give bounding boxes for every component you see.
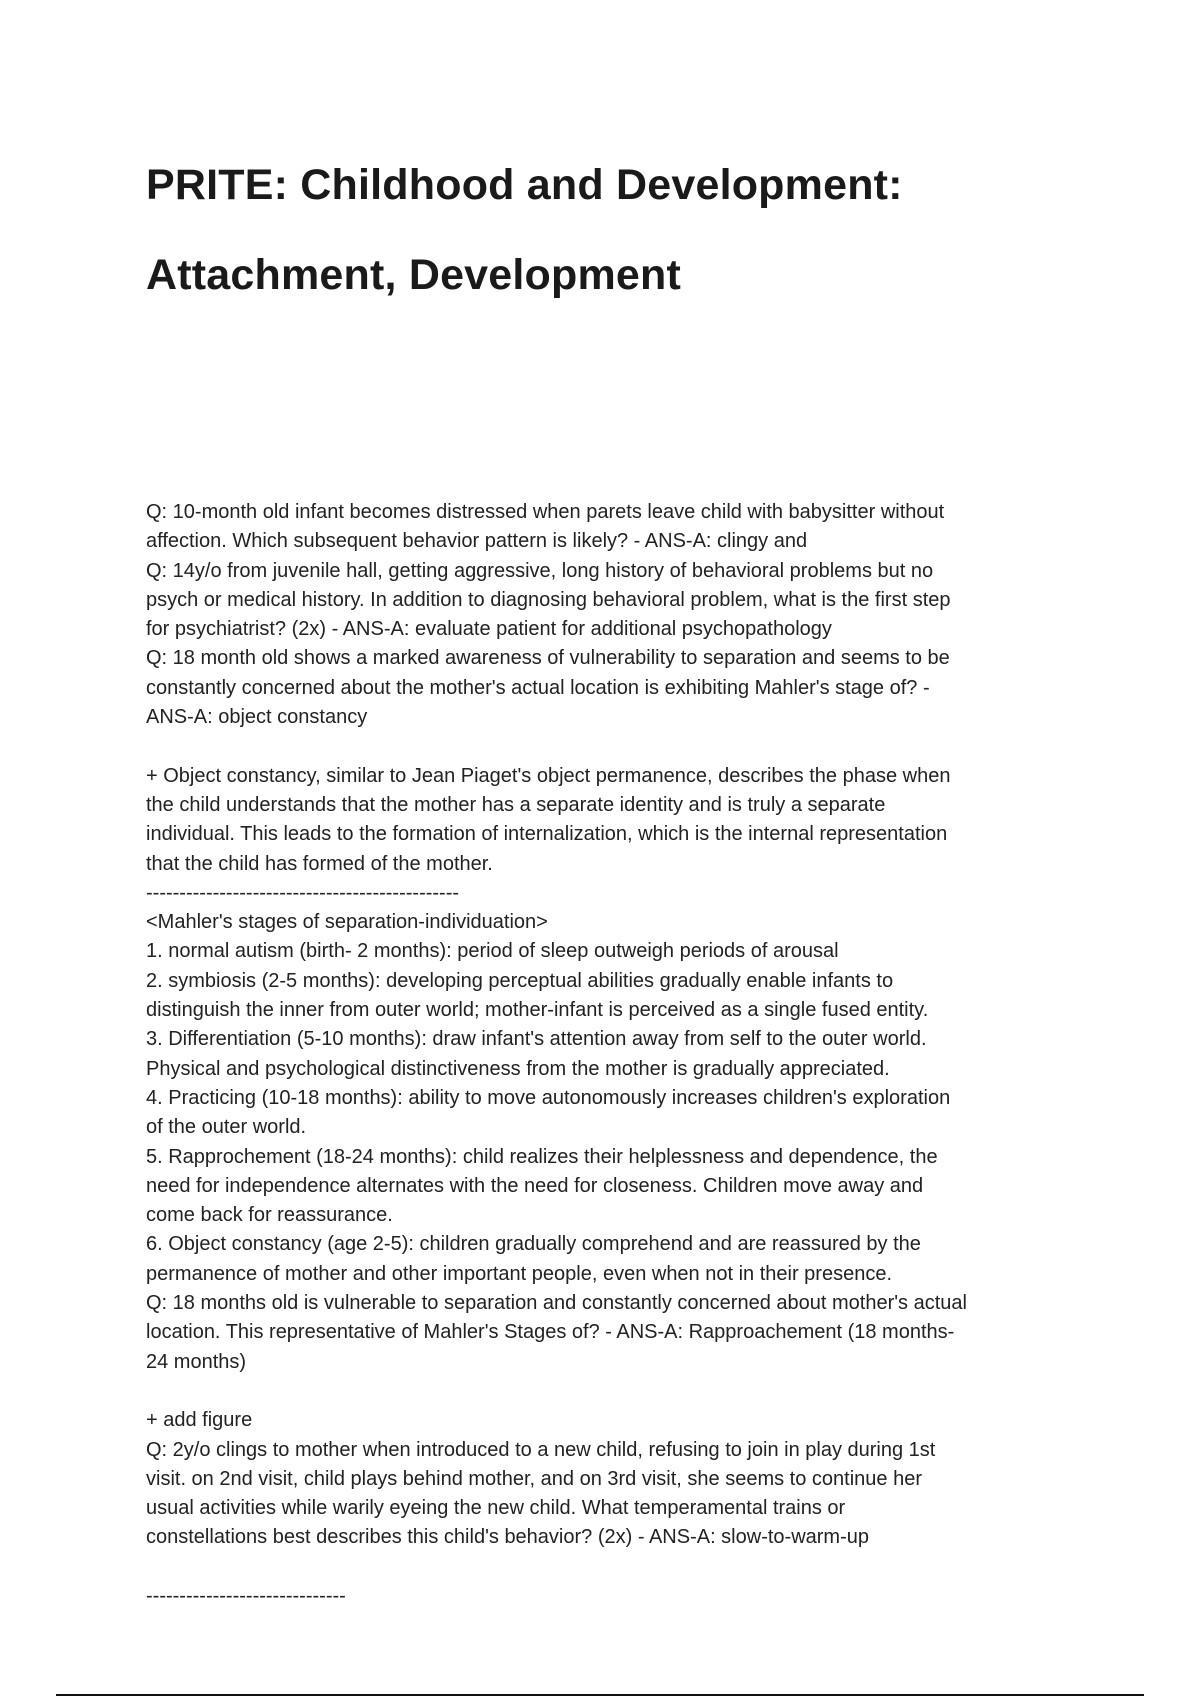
text-line: ------------------------------	[146, 1584, 346, 1607]
text-line: Q: 18 month old shows a marked awareness of vulnerability to separation and seems to be	[146, 647, 950, 670]
text-line: constantly concerned about the mother's actual location is exhibiting Mahler's stage of? -	[146, 676, 930, 699]
text-line: permanence of mother and other important people, even when not in their presence.	[146, 1262, 893, 1285]
blank-line	[146, 1553, 1066, 1582]
text-line: <Mahler's stages of separation-individuation>	[146, 911, 548, 934]
text-line: come back for reassurance.	[146, 1204, 393, 1227]
text-line: Q: 2y/o clings to mother when introduced to a new child, refusing to join in play during 1st	[146, 1438, 936, 1461]
text-line: Q: 14y/o from juvenile hall, getting aggressive, long history of behavioral problems but no	[146, 559, 934, 582]
text-line: + Object constancy, similar to Jean Piaget's object permanence, describes the phase when	[146, 764, 951, 787]
text-line: usual activities while warily eyeing the new child. What temperamental trains or	[146, 1497, 846, 1520]
text-line: constellations best describes this child's behavior? (2x) - ANS-A: slow-to-warm-up	[146, 1526, 869, 1549]
text-line: 3. Differentiation (5-10 months): draw infant's attention away from self to the outer world.	[146, 1028, 927, 1051]
text-line: that the child has formed of the mother.	[146, 852, 493, 875]
text-line: Physical and psychological distinctiveness from the mother is gradually appreciated.	[146, 1057, 890, 1080]
text-line: psych or medical history. In addition to diagnosing behavioral problem, what is the first step	[146, 588, 951, 611]
text-line: need for independence alternates with the need for closeness. Children move away and	[146, 1174, 924, 1197]
text-line: 4. Practicing (10-18 months): ability to move autonomously increases children's exploration	[146, 1086, 951, 1109]
text-line: 6. Object constancy (age 2-5): children gradually comprehend and are reassured by the	[146, 1233, 921, 1256]
footer-divider	[56, 1694, 1144, 1696]
title-line-1: PRITE: Childhood and Development:	[146, 161, 903, 209]
text-line: + add figure	[146, 1409, 253, 1432]
text-line: affection. Which subsequent behavior pattern is likely? - ANS-A: clingy and	[146, 530, 808, 553]
text-line: distinguish the inner from outer world; mother-infant is perceived as a single fused entity.	[146, 999, 929, 1022]
text-line: the child understands that the mother has a separate identity and is truly a separate	[146, 793, 886, 816]
document-body	[146, 498, 1066, 1611]
text-line: ANS-A: object constancy	[146, 706, 368, 729]
text-line: individual. This leads to the formation of internalization, which is the internal representation	[146, 823, 948, 846]
text-line: -----------------------------------------------	[146, 881, 460, 904]
document-page	[146, 140, 1066, 1611]
text-line: 1. normal autism (birth- 2 months): period of sleep outweigh periods of arousal	[146, 940, 839, 963]
text-line: of the outer world.	[146, 1116, 307, 1139]
text-line: 5. Rapprochement (18-24 months): child realizes their helplessness and dependence, the	[146, 1145, 938, 1168]
page-title	[146, 140, 1066, 320]
text-line: 2. symbiosis (2-5 months): developing perceptual abilities gradually enable infants to	[146, 969, 894, 992]
text-line: for psychiatrist? (2x) - ANS-A: evaluate patient for additional psychopathology	[146, 618, 832, 641]
title-line-2: Attachment, Development	[146, 251, 682, 299]
text-line: Q: 10-month old infant becomes distressed when parets leave child with babysitter without	[146, 501, 945, 523]
text-line: visit. on 2nd visit, child plays behind mother, and on 3rd visit, she seems to continue her	[146, 1467, 922, 1490]
text-line: 24 months)	[146, 1350, 247, 1373]
text-line: Q: 18 months old is vulnerable to separation and constantly concerned about mother's actual	[146, 1292, 967, 1315]
blank-line	[146, 732, 1066, 761]
blank-line	[146, 1377, 1066, 1406]
text-line: location. This representative of Mahler's Stages of? - ANS-A: Rapproachement (18 months-	[146, 1321, 955, 1344]
